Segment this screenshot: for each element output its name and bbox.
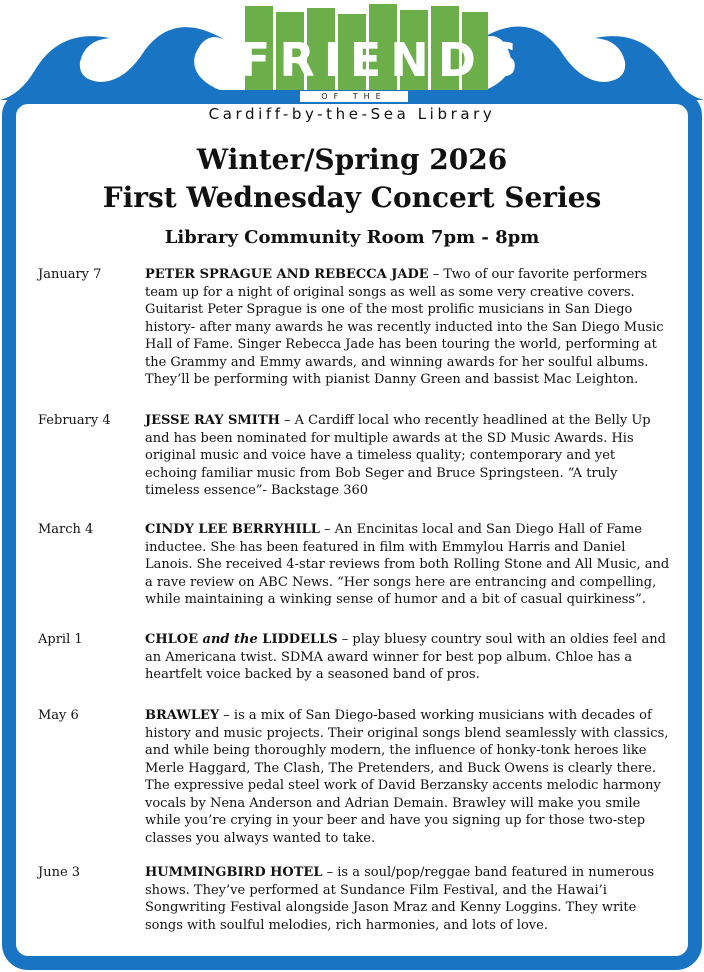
performer-name: CINDY LEE BERRYHILL [145,522,320,537]
library-name: Cardiff-by-the-Sea Library [208,105,496,123]
event-description [145,521,671,609]
event-details: – play bluesy country soul with an oldies feel and an Americana twist. SDMA award winner for best pop album. Chloe has a heartfelt voice backed by a seasoned band of pros. [145,632,666,682]
event-description [145,631,671,684]
performer-name: JESSE RAY SMITH [145,413,280,428]
event-details: – is a soul/pop/reggae band featured in numerous shows. They’ve performed at Sundance Film Festival, and the Hawai’i Songwriting Festival alongside Jason Mraz and Kenny Loggins. They write songs with soulful melodies, rich harmonies, and lots of love. [145,865,655,933]
logo-wordmark: FRIENDS [238,33,528,87]
event-date: June 3 [38,865,81,880]
event-date: March 4 [38,522,94,537]
event-date: February 4 [38,413,111,428]
performer-name: CHLOE [145,632,199,647]
event-date: May 6 [38,708,79,723]
event-date: April 1 [38,632,83,647]
page-subtitle: First Wednesday Concert Series [102,181,602,214]
event-description [145,412,671,500]
event-description [145,266,671,389]
event-description [145,864,671,934]
event-date: January 7 [38,267,102,282]
performer-name: BRAWLEY [145,708,220,723]
performer-name: HUMMINGBIRD HOTEL [145,865,323,880]
performer-name: PETER SPRAGUE AND REBECCA JADE [145,267,429,282]
event-details: – is a mix of San Diego-based working musicians with decades of history and music projects. Their original songs blend seamlessly with classics, and while being thoroughly modern, the influence of honky-tonk heroes like Merle Haggard, The Clash, The Pretenders, and Buck Owens is clearly there. The expressive pedal steel work of David Berzansky accents melodic harmony vocals by Nena Anderson and Adrian Demain. Brawley will make you smile while you’re crying in your beer and have you signing up for those two-step classes you always wanted to take. [145,708,669,846]
event-description [145,707,671,847]
event-details: – A Cardiff local who recently headlined at the Belly Up and has been nominated for multiple awards at the SD Music Awards. His original music and voice have a timeless quality; contemporary and yet echoing familiar music from Bob Seger and Bruce Springsteen. “A truly timeless essence”- Backstage 360 [145,413,651,498]
event-details: – An Encinitas local and San Diego Hall of Fame inductee. She has been featured in film with Emmylou Harris and Daniel Lanois. She received 4-star reviews from both Rolling Stone and All Music, and a rave review on ABC News. “Her songs here are entrancing and compelling, while maintaining a winking sense of humor and a bit of casual quirkiness”. [145,522,670,607]
event-details: – Two of our favorite performers team up for a night of original songs as well as some very creative covers. Guitarist Peter Sprague is one of the most prolific musicians in San Diego history- after many awards he was recently inducted into the San Diego Music Hall of Fame. Singer Rebecca Jade has been touring the world, performing at the Grammy and Emmy awards, and winning awards for her soulful albums. They’ll be performing with pianist Danny Green and bassist Mac Leighton. [145,267,664,387]
performer-name: LIDDELLS [262,632,338,647]
performer-name-connector: and the [198,632,263,647]
page-title: Winter/Spring 2026 [196,143,508,176]
logo-of-the: OF THE [300,91,408,102]
location-time: Library Community Room 7pm - 8pm [164,227,540,248]
